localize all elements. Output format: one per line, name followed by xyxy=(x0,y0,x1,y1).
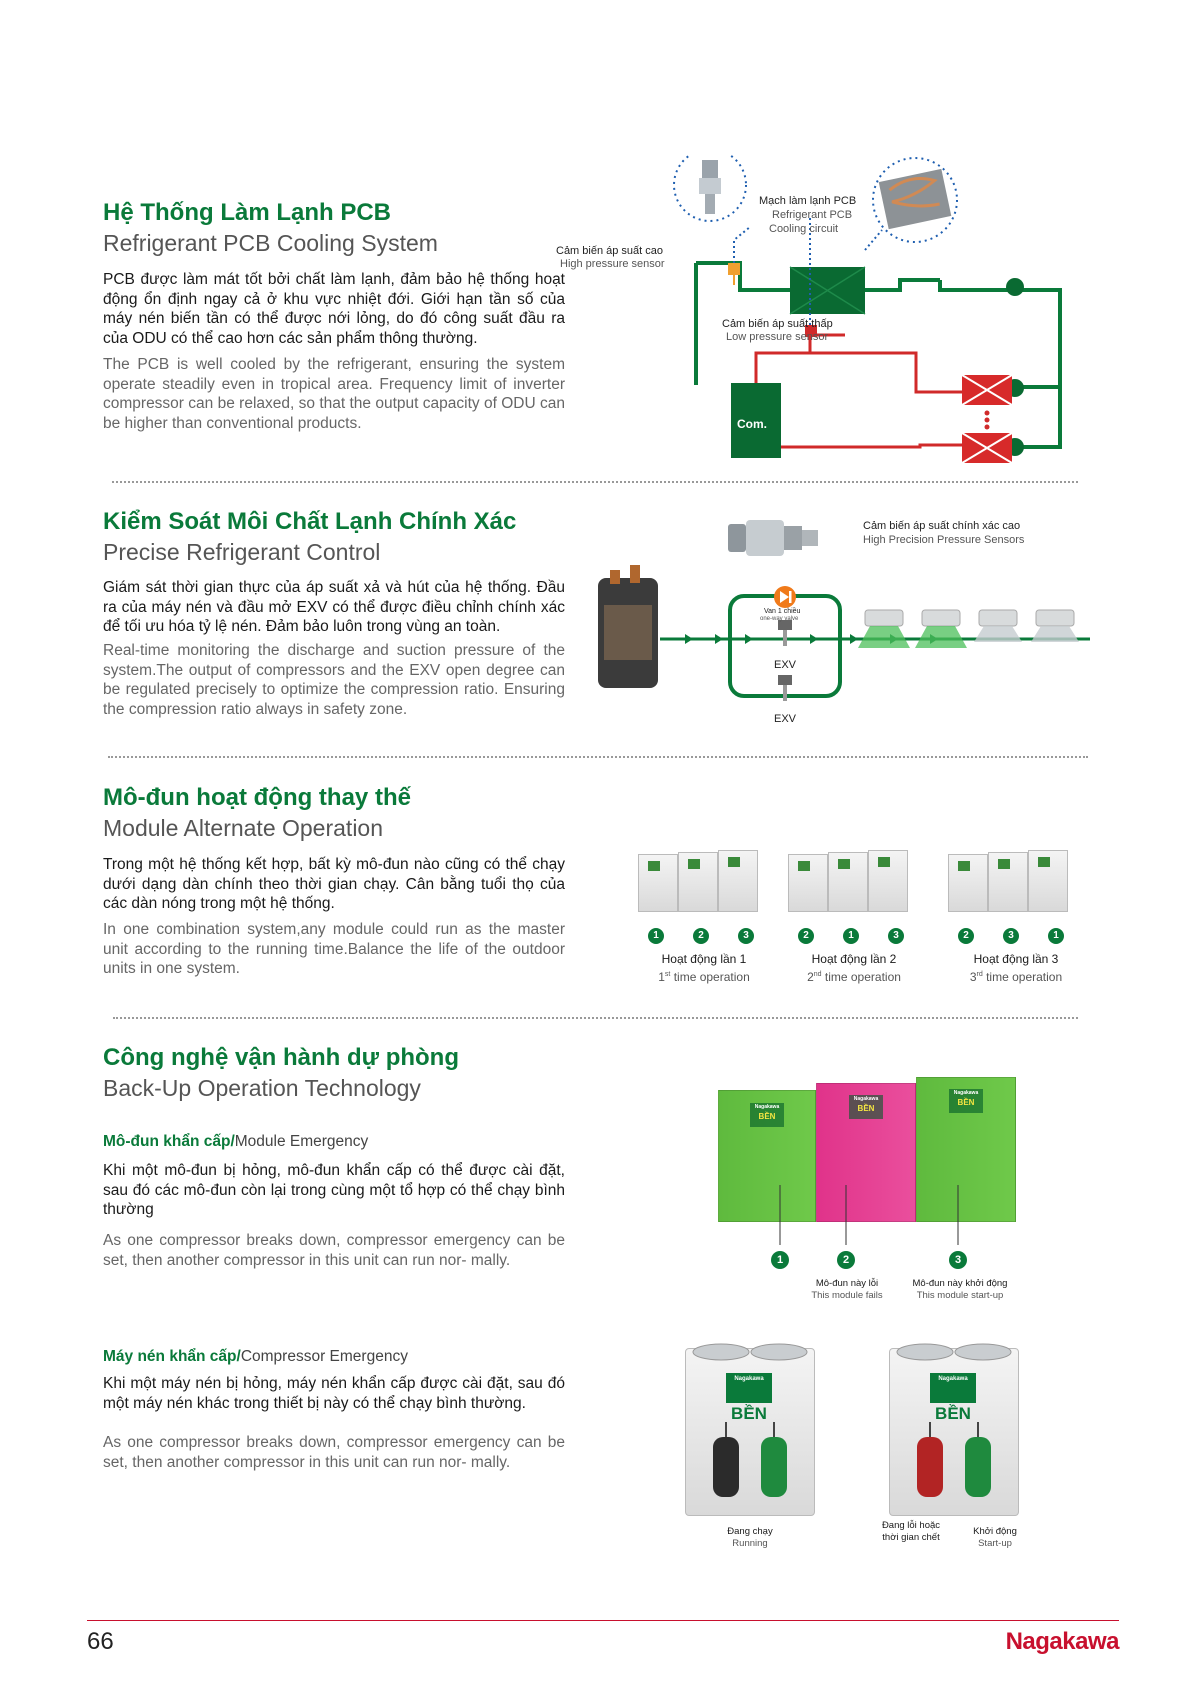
operation-2-label-en: 2nd time operation xyxy=(807,970,901,984)
pcb-circuit-label-vi: Mạch làm lạnh PCB xyxy=(759,195,857,207)
product-name: BỀN xyxy=(731,1404,767,1423)
operation-2-label xyxy=(786,952,922,985)
compressor-emergency-en: Compressor Emergency xyxy=(240,1348,408,1365)
odu-unit xyxy=(718,850,758,912)
alternate-body-en: In one combination system,any module could run as the master unit according to the running time.Balance the life of the outdoor units in one system. xyxy=(103,921,565,977)
alternate-body-vi: Trong một hệ thống kết hợp, bất kỳ mô-đun nào cũng có thể chạy dưới dạng dàn chính theo thời gian chạy. Cân bằng tuổi thọ của các dàn nóng trong một hệ thống. xyxy=(103,856,565,912)
refrigerant-control-diagram xyxy=(590,510,1100,730)
compressor-label: Com. xyxy=(737,417,767,431)
control-title-vi: Kiểm Soát Môi Chất Lạnh Chính Xác xyxy=(103,508,517,535)
product-name: BỀN xyxy=(935,1404,971,1423)
module-emergency-vi: Mô-đun khẩn cấp/ xyxy=(103,1133,235,1150)
odu-unit xyxy=(948,854,988,912)
pcb-circuit-label-en2: Cooling circuit xyxy=(769,223,839,235)
module-emergency-en: Module Emergency xyxy=(234,1133,369,1150)
pcb-cooling-diagram xyxy=(556,155,1100,465)
module-number-3: 3 xyxy=(949,1251,967,1269)
operation-1-label-en: 1st time operation xyxy=(658,970,750,984)
order-badge: 1 xyxy=(843,928,859,944)
module-group-3 xyxy=(948,850,1074,912)
running-label: Đang chạy Running xyxy=(727,1526,773,1549)
order-badge: 3 xyxy=(1003,928,1019,944)
section-divider-1 xyxy=(112,481,1078,483)
order-badge: 2 xyxy=(693,928,709,944)
precision-sensor-label-en: High Precision Pressure Sensors xyxy=(863,534,1025,546)
module-fails-label: Mô-đun này lỗi This module fails xyxy=(811,1278,883,1301)
operation-3-label-vi: Hoạt động lần 3 xyxy=(973,952,1059,966)
odu-unit xyxy=(788,854,828,912)
odu-unit xyxy=(868,850,908,912)
order-badge: 3 xyxy=(888,928,904,944)
backup-title-vi: Công nghệ vận hành dự phòng xyxy=(103,1044,460,1071)
module-emergency-heading xyxy=(103,1133,368,1151)
compressor-emergency-body-vi: Khi một máy nén bị hỏng, máy nén khẩn cấp được cài đặt, sau đó một máy nén khác trong thiết bị này có thể chạy bình thường. xyxy=(103,1375,565,1412)
page-number: 66 xyxy=(87,1628,114,1655)
odu-unit xyxy=(678,852,718,912)
pcb-body-vi: PCB được làm mát tốt bởi chất làm lạnh, đảm bảo hệ thống hoạt động ổn định ngay cả ở khu vực nhiệt đới. Giới hạn tần số của máy nén biến tần có thể được nới lỏng, do đó công suất đầu ra của ODU có thể cao hơn các sản phẩm thông thường. xyxy=(103,271,565,347)
high-sensor-label-en: High pressure sensor xyxy=(560,258,665,270)
backup-title-en: Back-Up Operation Technology xyxy=(103,1075,421,1101)
control-title-en: Precise Refrigerant Control xyxy=(103,539,381,565)
odu-unit xyxy=(988,852,1028,912)
brand-badge: Nagakawa xyxy=(726,1373,772,1403)
brand-tag: Nagakawa BỀN xyxy=(750,1103,784,1127)
exv-label-2: EXV xyxy=(774,713,797,725)
pcb-body-en: The PCB is well cooled by the refrigerant, ensuring the system operate steadily even in tropical area. Frequency limit of inverter compressor can be relaxed, so that the output capacity of ODU can be higher than conventional products. xyxy=(103,356,565,432)
module-number-1: 1 xyxy=(771,1251,789,1269)
one-way-valve-label-en: one-way valve xyxy=(760,616,799,622)
odu-unit xyxy=(638,854,678,912)
brand-badge: Nagakawa xyxy=(930,1373,976,1403)
odu-unit xyxy=(1028,850,1068,912)
module-emergency-diagram xyxy=(710,1075,1060,1315)
one-way-valve-label-vi: Van 1 chiều xyxy=(764,608,801,615)
control-body-en: Real-time monitoring the discharge and suction pressure of the system.The output of compressors and the EXV open degree can be regulated precisely to optimize the compression ratio. Ensuring the compression ratio always in safety zone. xyxy=(103,642,565,718)
order-badge: 3 xyxy=(738,928,754,944)
module-emergency-body-vi: Khi một mô-đun bị hỏng, mô-đun khẩn cấp có thể được cài đặt, sau đó các mô-đun còn lại trong cùng một tổ hợp có thể chạy bình thường xyxy=(103,1162,565,1218)
pcb-title-en: Refrigerant PCB Cooling System xyxy=(103,230,438,256)
control-body-vi: Giám sát thời gian thực của áp suất xả và hút của hệ thống. Đầu ra của máy nén và đầu mở EXV có thể được điều chỉnh chính xác để tối ưu hóa tỷ lệ nén. Đảm bảo luôn trong vùng an toàn. xyxy=(103,579,565,635)
brand-tag: Nagakawa BỀN xyxy=(949,1089,983,1113)
module-alternate-diagram xyxy=(636,840,1086,990)
compressor-emergency-heading xyxy=(103,1348,408,1366)
section-divider-2 xyxy=(108,756,1088,758)
startup-label: Khởi động Start-up xyxy=(973,1526,1017,1549)
footer-rule xyxy=(87,1620,1119,1621)
high-sensor-label-vi: Cảm biến áp suất cao xyxy=(556,245,664,257)
module-startup-label: Mô-đun này khởi động This module start-up xyxy=(912,1278,1008,1301)
compressor-emergency-body-en: As one compressor breaks down, compressor emergency can be set, then another compressor in this unit can run nor- mally. xyxy=(103,1434,565,1471)
operation-1-label xyxy=(636,952,772,985)
brand-tag: Nagakawa BỀN xyxy=(849,1095,883,1119)
low-sensor-label-vi: Cảm biến áp suất thấp xyxy=(722,318,833,330)
precision-sensor-label-vi: Cảm biến áp suất chính xác cao xyxy=(863,520,1021,532)
operation-1-label-vi: Hoạt động lần 1 xyxy=(661,952,747,966)
odu-fault-graphics xyxy=(889,1342,1019,1518)
operation-3-label-en: 3rd time operation xyxy=(969,970,1063,984)
order-badge: 2 xyxy=(798,928,814,944)
compressor-emergency-diagram xyxy=(675,1340,1045,1550)
odu-unit xyxy=(828,852,868,912)
exv-label-1: EXV xyxy=(774,659,797,671)
low-sensor-label-en: Low pressure sensor xyxy=(726,331,829,343)
alternate-title-en: Module Alternate Operation xyxy=(103,815,384,841)
pcb-title-vi: Hệ Thống Làm Lạnh PCB xyxy=(103,199,391,226)
module-emergency-body-en: As one compressor breaks down, compressor emergency can be set, then another compressor in this unit can run nor- mally. xyxy=(103,1232,565,1269)
order-badge: 1 xyxy=(648,928,664,944)
odu-running-graphics xyxy=(685,1342,815,1518)
footer-brand-logo: Nagakawa xyxy=(1005,1628,1119,1655)
pcb-circuit-label-en1: Refrigerant PCB xyxy=(772,209,853,221)
fault-label: Đang lỗi hoặc thời gian chết xyxy=(881,1520,941,1543)
module-number-2: 2 xyxy=(837,1251,855,1269)
alternate-title-vi: Mô-đun hoạt động thay thế xyxy=(103,784,411,811)
operation-3-label xyxy=(946,952,1086,985)
module-group-2 xyxy=(788,850,914,912)
order-badge: 2 xyxy=(958,928,974,944)
order-badge: 1 xyxy=(1048,928,1064,944)
operation-2-label-vi: Hoạt động lần 2 xyxy=(811,952,897,966)
section-divider-3 xyxy=(113,1017,1078,1019)
compressor-emergency-vi: Máy nén khẩn cấp/ xyxy=(103,1348,241,1365)
module-group-1 xyxy=(638,850,764,912)
